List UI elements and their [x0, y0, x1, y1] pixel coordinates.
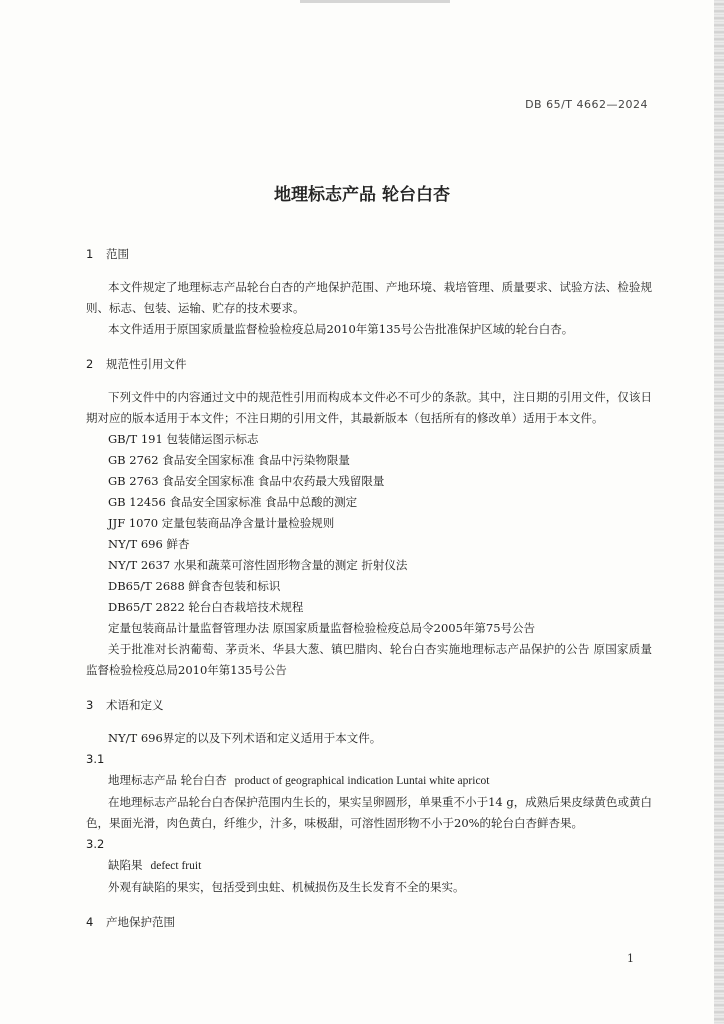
reference-item: NY/T 696 鲜杏	[108, 537, 190, 551]
clause-3-1-term	[86, 770, 652, 792]
reference-item: GB 2762 食品安全国家标准 食品中污染物限量	[108, 453, 350, 467]
reference-item: JJF 1070 定量包装商品净含量计量检验规则	[108, 516, 335, 530]
term-english: defect fruit	[150, 860, 202, 872]
reference-item: GB 12456 食品安全国家标准 食品中总酸的测定	[108, 495, 358, 509]
section-number: 2	[86, 357, 94, 371]
page-number: 1	[627, 952, 634, 965]
section-number: 3	[86, 698, 94, 712]
scope-paragraph-1: 本文件规定了地理标志产品轮台白杏的产地保护范围、产地环境、栽培管理、质量要求、试验方法、检验规则、标志、包装、运输、贮存的技术要求。	[86, 280, 652, 315]
section-number: 1	[86, 247, 94, 261]
section-number: 4	[86, 915, 94, 929]
clause-3-2-definition: 外观有缺陷的果实，包括受到虫蛀、机械损伤及生长发育不全的果实。	[108, 880, 465, 894]
clause-3-1-definition: 在地理标志产品轮台白杏保护范围内生长的，果实呈卵圆形，单果重不小于14 g，成熟后果皮绿黄色或黄白色，果面光滑，肉色黄白，纤维少，汁多，味极甜，可溶性固形物不小于20%的轮台白杏鲜杏果。	[86, 795, 652, 830]
section-3-heading	[86, 695, 652, 716]
term-english: product of geographical indication Luntai white apricot	[234, 775, 490, 787]
scan-artifact-top	[300, 0, 450, 3]
section-title: 术语和定义	[106, 698, 164, 712]
clause-3-1-number: 3.1	[86, 752, 105, 766]
section-4-heading	[86, 912, 652, 933]
terms-intro: NY/T 696界定的以及下列术语和定义适用于本文件。	[108, 731, 382, 745]
term-chinese: 缺陷果	[108, 858, 143, 872]
term-chinese: 地理标志产品 轮台白杏	[108, 773, 227, 787]
reference-item: DB65/T 2822 轮台白杏栽培技术规程	[108, 600, 304, 614]
reference-item: GB 2763 食品安全国家标准 食品中农药最大残留限量	[108, 474, 385, 488]
section-2-heading	[86, 354, 652, 375]
clause-3-2-number: 3.2	[86, 837, 105, 851]
scan-artifact-right	[714, 0, 724, 1024]
section-1-heading	[86, 244, 652, 265]
clause-3-2-term	[86, 855, 652, 877]
reference-item: GB/T 191 包装储运图示标志	[108, 432, 259, 446]
document-code: DB 65/T 4662—2024	[525, 98, 648, 111]
reference-item: 关于批准对长汭葡萄、茅贡米、华县大葱、镇巴腊肉、轮台白杏实施地理标志产品保护的公告 原国家质量监督检验检疫总局2010年第135号公告	[86, 642, 652, 677]
document-body	[86, 244, 652, 933]
reference-item: NY/T 2637 水果和蔬菜可溶性固形物含量的测定 折射仪法	[108, 558, 408, 572]
scope-paragraph-2: 本文件适用于原国家质量监督检验检疫总局2010年第135号公告批准保护区域的轮台白杏。	[108, 322, 574, 336]
section-title: 范围	[106, 247, 129, 261]
normative-references-intro: 下列文件中的内容通过文中的规范性引用而构成本文件必不可少的条款。其中，注日期的引用文件，仅该日期对应的版本适用于本文件；不注日期的引用文件，其最新版本（包括所有的修改单）适用于本文件。	[86, 390, 652, 425]
reference-item: 定量包装商品计量监督管理办法 原国家质量监督检验检疫总局令2005年第75号公告	[108, 621, 536, 635]
reference-item: DB65/T 2688 鲜食杏包装和标识	[108, 579, 281, 593]
document-title: 地理标志产品 轮台白杏	[274, 185, 450, 205]
section-title: 规范性引用文件	[106, 357, 187, 371]
section-title: 产地保护范围	[106, 915, 175, 929]
